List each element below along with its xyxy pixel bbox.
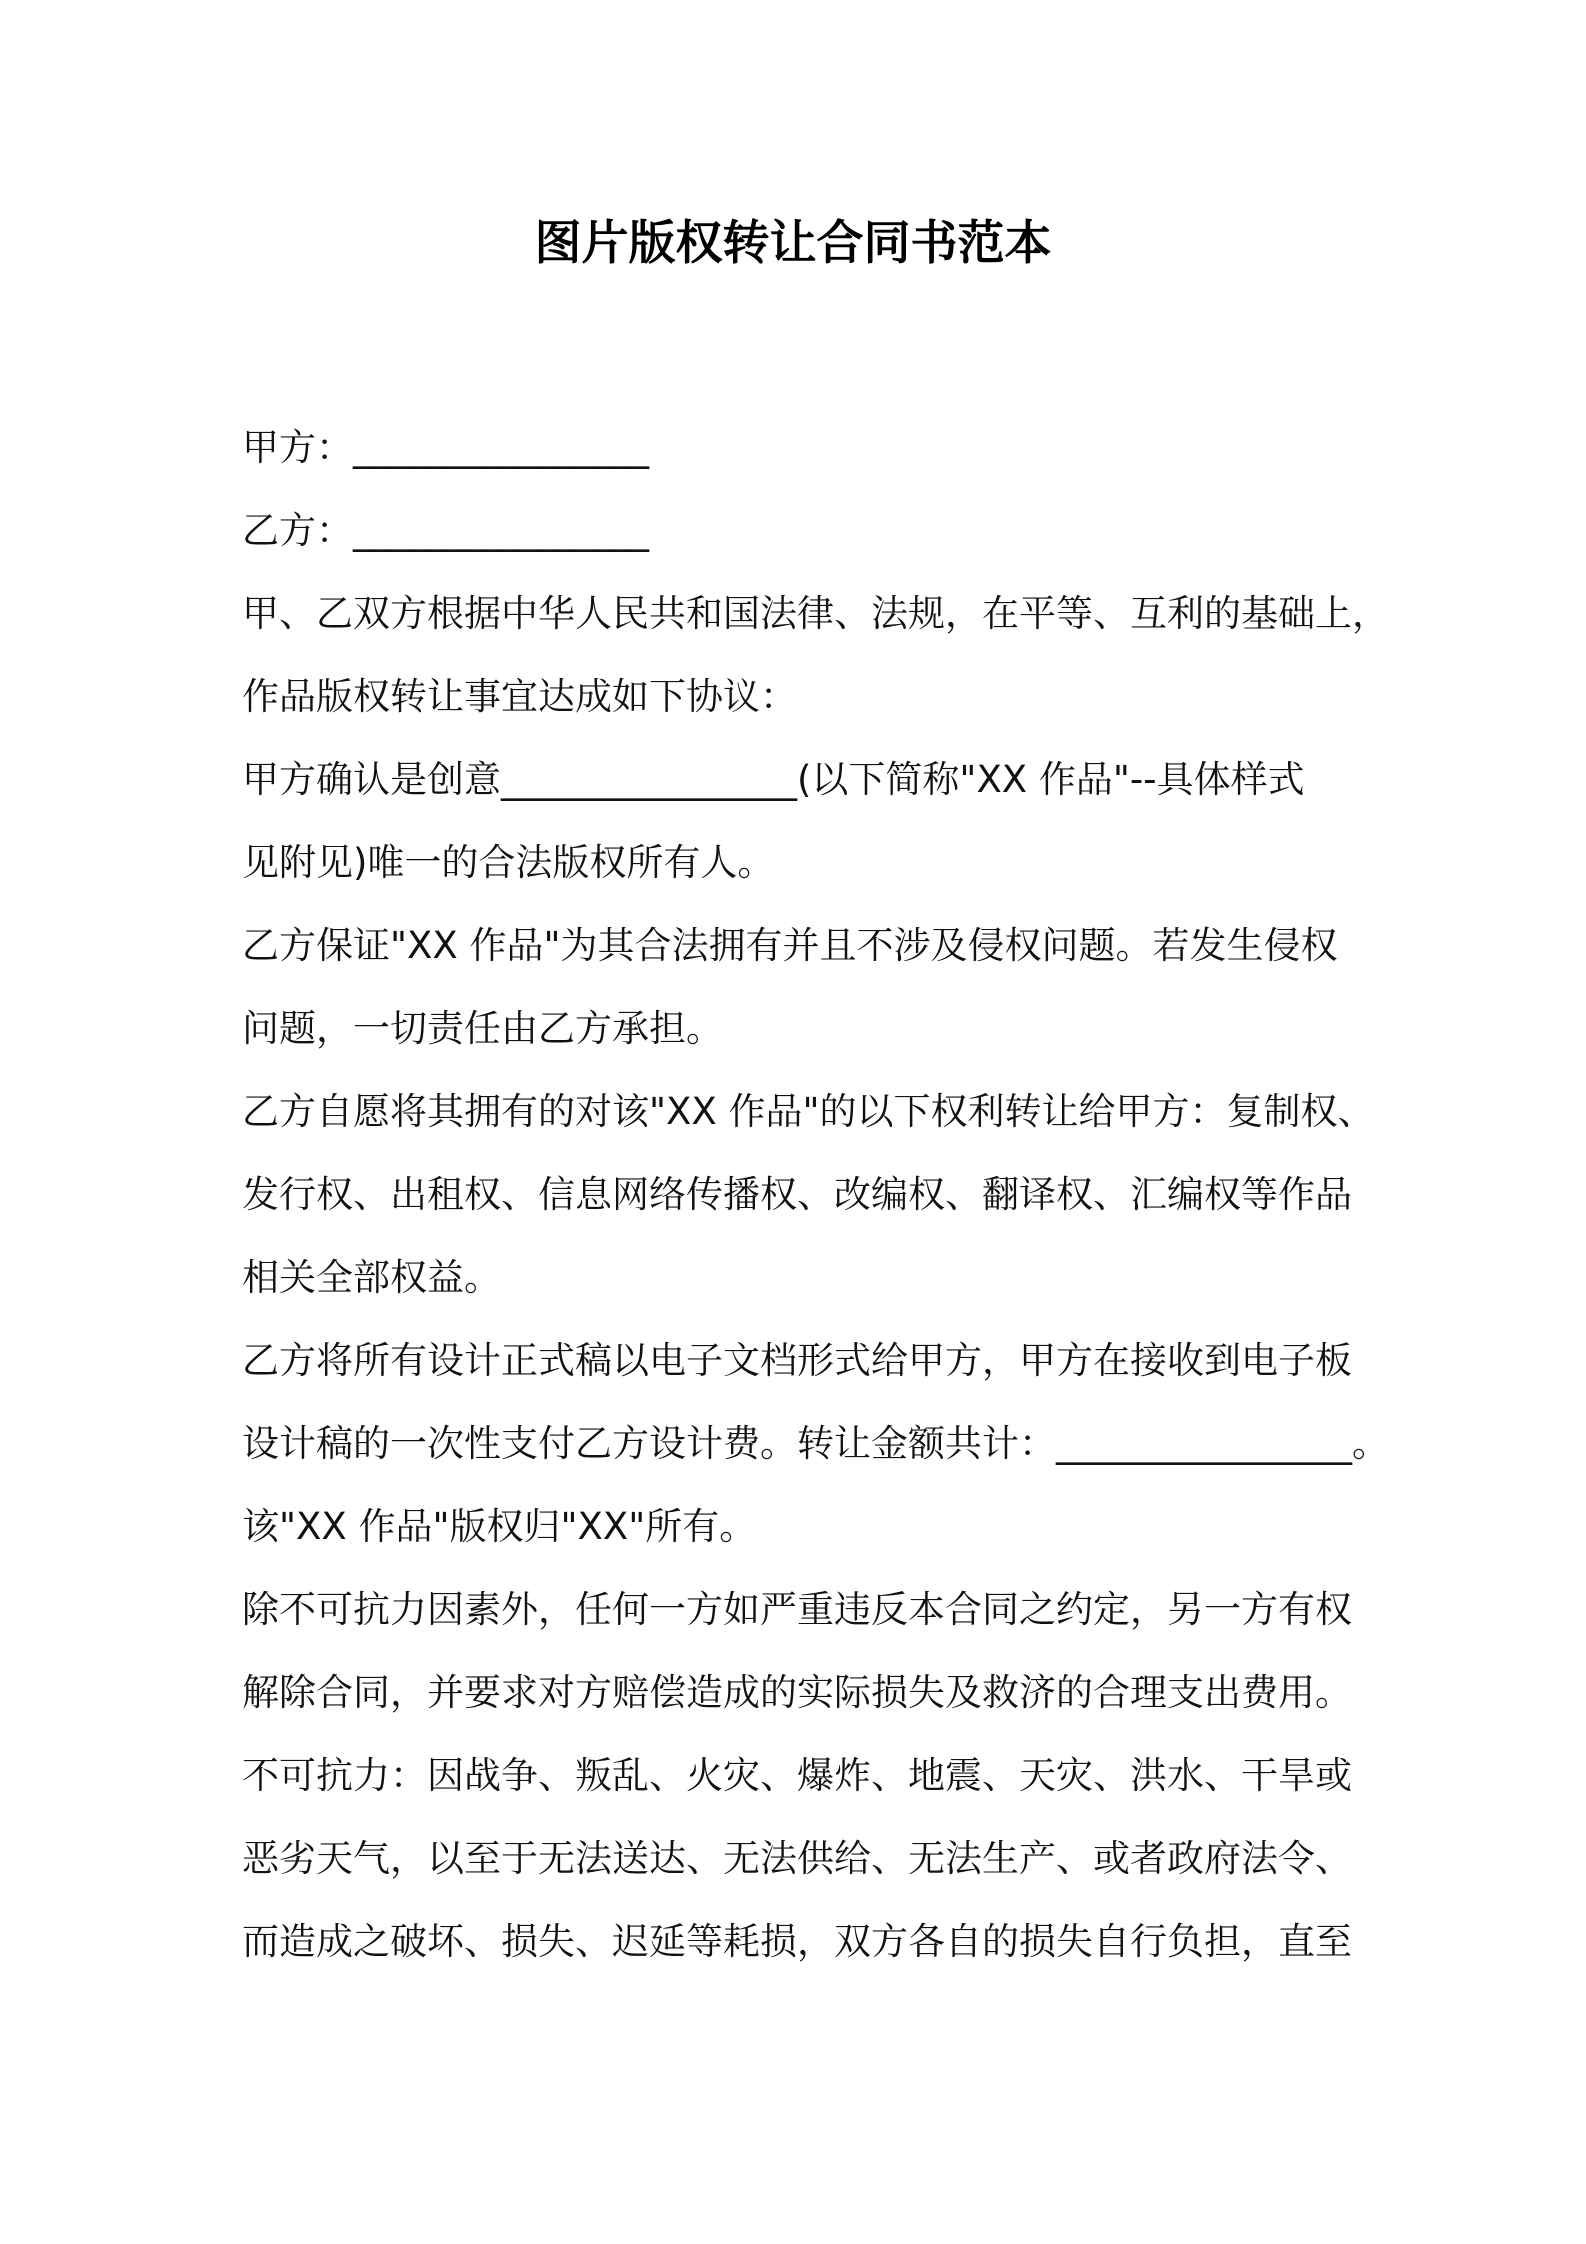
paragraph-line: 解除合同，并要求对方赔偿造成的实际损失及救济的合理支出费用。 (242, 1671, 1352, 1714)
paragraph-line: 乙方保证"XX 作品"为其合法拥有并且不涉及侵权问题。若发生侵权 (242, 924, 1338, 967)
paragraph-line: 不可抗力：因战争、叛乱、火灾、爆炸、地震、天灾、洪水、干旱或 (242, 1754, 1352, 1797)
party-b-line: 乙方：________________ (242, 509, 649, 552)
paragraph-line: 见附见)唯一的合法版权所有人。 (242, 841, 775, 884)
paragraph-line: 设计稿的一次性支付乙方设计费。转让金额共计：________________。 (242, 1422, 1389, 1465)
paragraph-line: 甲、乙双方根据中华人民共和国法律、法规，在平等、互利的基础上， (242, 592, 1389, 635)
paragraph-line: 发行权、出租权、信息网络传播权、改编权、翻译权、汇编权等作品 (242, 1173, 1352, 1216)
paragraph-line: 除不可抗力因素外，任何一方如严重违反本合同之约定，另一方有权 (242, 1588, 1352, 1631)
paragraph-line: 乙方自愿将其拥有的对该"XX 作品"的以下权利转让给甲方：复制权、 (242, 1090, 1375, 1133)
document-body (242, 406, 1422, 1983)
paragraph-line: 相关全部权益。 (242, 1256, 501, 1299)
paragraph-line: 乙方将所有设计正式稿以电子文档形式给甲方，甲方在接收到电子板 (242, 1339, 1352, 1382)
paragraph-line: 恶劣天气，以至于无法送达、无法供给、无法生产、或者政府法令、 (242, 1837, 1352, 1880)
paragraph-line: 作品版权转让事宜达成如下协议： (242, 675, 797, 718)
paragraph-line: 问题，一切责任由乙方承担。 (242, 1007, 723, 1050)
paragraph-line: 甲方确认是创意________________(以下简称"XX 作品"--具体样式 (242, 758, 1305, 801)
paragraph-line: 该"XX 作品"版权归"XX"所有。 (242, 1505, 757, 1548)
document-title: 图片版权转让合同书范本 (534, 216, 1052, 271)
paragraph-line: 而造成之破坏、损失、迟延等耗损，双方各自的损失自行负担，直至 (242, 1920, 1352, 1963)
party-a-line: 甲方：________________ (242, 426, 649, 469)
